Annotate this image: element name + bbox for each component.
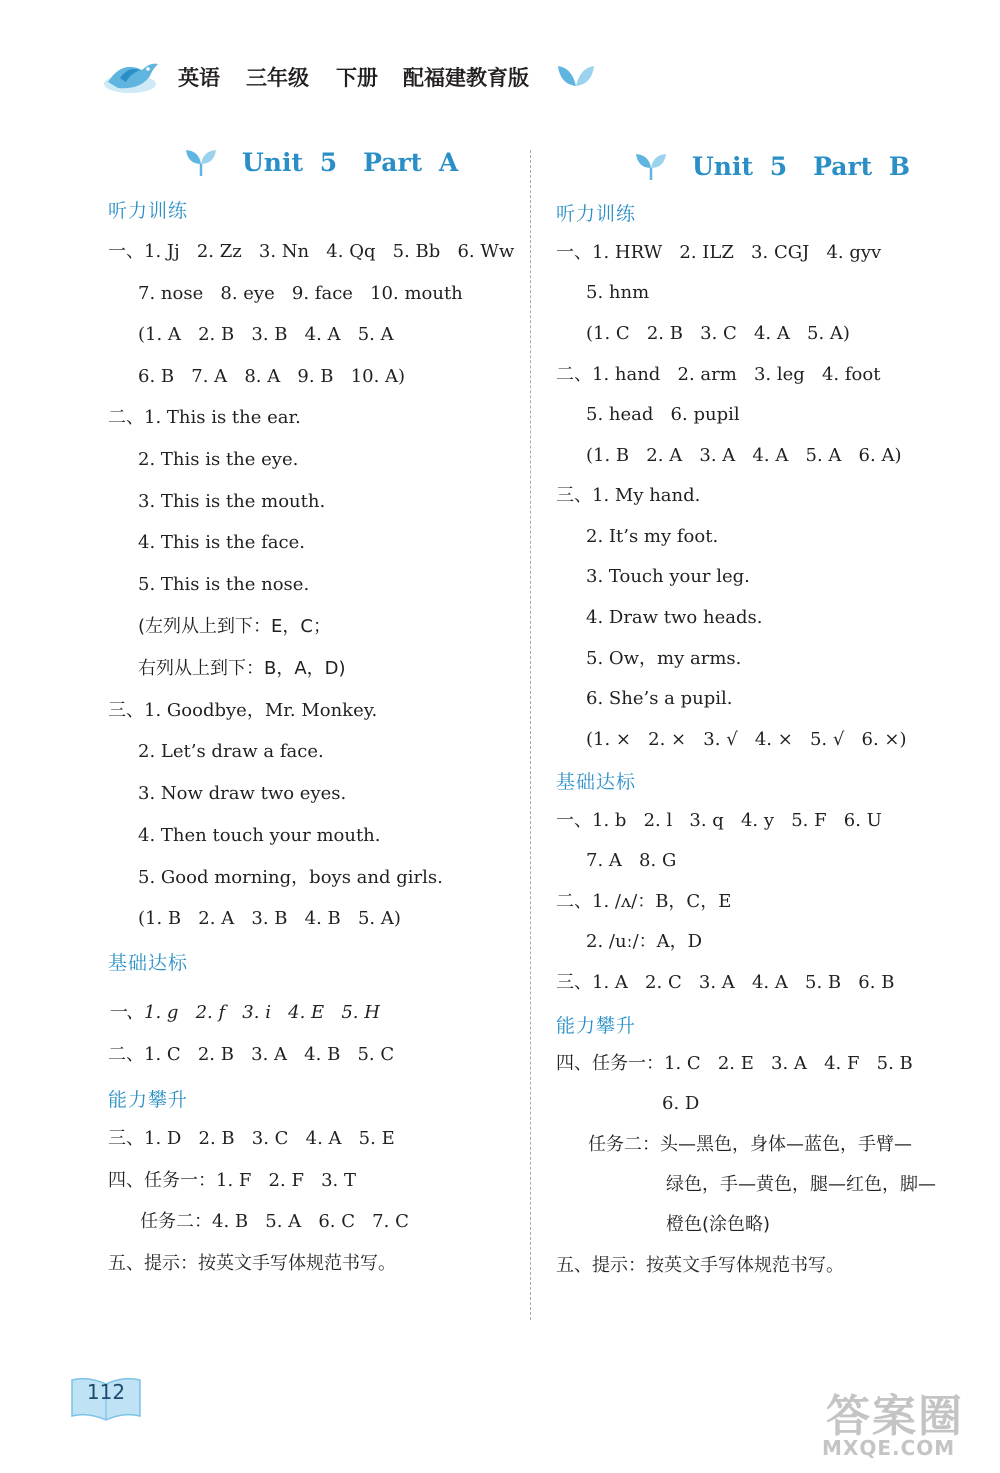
section-listening-left: 听力训练: [108, 200, 189, 222]
answer-line: 二、1. This is the ear.: [108, 407, 301, 428]
answer-line: 五、提示：按英文手写体规范书写。: [108, 1253, 396, 1274]
section-basic-right: 基础达标: [556, 771, 637, 793]
answer-line: 5. hnm: [586, 282, 650, 303]
bird-logo-icon: [100, 52, 162, 98]
answer-line: 3. Now draw two eyes.: [138, 783, 347, 804]
answer-line: 任务二：头—黑色，身体—蓝色，手臂—: [588, 1134, 912, 1155]
section-ability-left: 能力攀升: [108, 1089, 189, 1111]
answer-line: 三、1. A 2. C 3. A 4. A 5. B 6. B: [556, 972, 895, 993]
unit-title-right: [692, 152, 910, 181]
section-ability-right: 能力攀升: [556, 1015, 637, 1037]
answer-line: 一、1. b 2. l 3. q 4. y 5. F 6. U: [556, 810, 882, 831]
header-edition: 配福建教育版: [403, 66, 529, 90]
answer-line: 6. She’s a pupil.: [586, 688, 733, 709]
answer-line: 二、1. C 2. B 3. A 4. B 5. C: [108, 1044, 395, 1065]
header-grade: 三年级: [246, 66, 309, 90]
answer-line: 2. It’s my foot.: [586, 526, 719, 547]
answer-line: 7. nose 8. eye 9. face 10. mouth: [138, 283, 463, 304]
answer-line: (1. A 2. B 3. B 4. A 5. A: [138, 324, 394, 345]
column-divider: [530, 150, 531, 1320]
answer-line: 三、1. My hand.: [556, 485, 701, 506]
answer-line: 橙色(涂色略): [666, 1214, 771, 1235]
answer-line: 任务二：4. B 5. A 6. C 7. C: [140, 1211, 409, 1232]
answer-line: 一、1. HRW 2. ILZ 3. CGJ 4. gyv: [556, 242, 882, 263]
answer-line: (左列从上到下：E，C；: [138, 616, 331, 637]
answer-line: 6. D: [662, 1093, 700, 1114]
section-basic-left: 基础达标: [108, 952, 189, 974]
answer-line: 6. B 7. A 8. A 9. B 10. A): [138, 366, 406, 387]
answer-line: 四、任务一：1. F 2. F 3. T: [108, 1170, 357, 1191]
answer-line: 4. Then touch your mouth.: [138, 825, 381, 846]
answer-line: 右列从上到下：B，A，D): [138, 658, 346, 679]
answer-line: 2. This is the eye.: [138, 449, 299, 470]
part-label: Part A: [363, 148, 459, 177]
unit-title-left: [242, 148, 458, 177]
header-volume: 下册: [336, 66, 378, 90]
answer-line: 五、提示：按英文手写体规范书写。: [556, 1255, 844, 1276]
watermark-url: MXQE.COM: [822, 1436, 956, 1460]
answer-line: 4. Draw two heads.: [586, 607, 763, 628]
answer-line: 一、1. g 2. f 3. i 4. E 5. H: [108, 1002, 380, 1023]
answer-line: (1. C 2. B 3. C 4. A 5. A): [586, 323, 850, 344]
watermark: [818, 1380, 994, 1468]
unit-label: Unit 5: [242, 148, 338, 177]
answer-line: 5. Ow，my arms.: [586, 648, 742, 669]
answer-line: 绿色，手—黄色，腿—红色，脚—: [666, 1174, 936, 1195]
answer-line: 二、1. hand 2. arm 3. leg 4. foot: [556, 364, 881, 385]
answer-line: 5. This is the nose.: [138, 574, 310, 595]
answer-line: 三、1. D 2. B 3. C 4. A 5. E: [108, 1128, 395, 1149]
answer-line: (1. B 2. A 3. B 4. B 5. A): [138, 908, 401, 929]
sprout-icon: [634, 150, 668, 182]
watermark-logo: 答案圈: [826, 1391, 964, 1442]
sprout-icon: [184, 146, 218, 178]
answer-line: (1. B 2. A 3. A 4. A 5. A 6. A): [586, 445, 902, 466]
answer-line: 二、1. /ʌ/：B，C，E: [556, 891, 732, 912]
answer-line: 5. head 6. pupil: [586, 404, 740, 425]
answer-line: 2. /uː/：A，D: [586, 931, 703, 952]
leaf-icon: [556, 62, 596, 88]
answer-line: 5. Good morning，boys and girls.: [138, 867, 443, 888]
answer-line: 一、1. Jj 2. Zz 3. Nn 4. Qq 5. Bb 6. Ww: [108, 241, 515, 262]
unit-label: Unit 5: [692, 152, 788, 181]
answer-line: 3. Touch your leg.: [586, 566, 750, 587]
header-subject: 英语: [178, 66, 220, 90]
answer-line: 四、任务一：1. C 2. E 3. A 4. F 5. B: [556, 1053, 913, 1074]
answer-line: 三、1. Goodbye，Mr. Monkey.: [108, 700, 378, 721]
part-label: Part B: [813, 152, 911, 181]
answer-line: 3. This is the mouth.: [138, 491, 326, 512]
answer-line: 7. A 8. G: [586, 850, 677, 871]
answer-line: (1. × 2. × 3. √ 4. × 5. √ 6. ×): [586, 729, 907, 750]
answer-line: 2. Let’s draw a face.: [138, 741, 324, 762]
page-number: 112: [86, 1380, 126, 1404]
answer-line: 4. This is the face.: [138, 532, 305, 553]
section-listening-right: 听力训练: [556, 203, 637, 225]
